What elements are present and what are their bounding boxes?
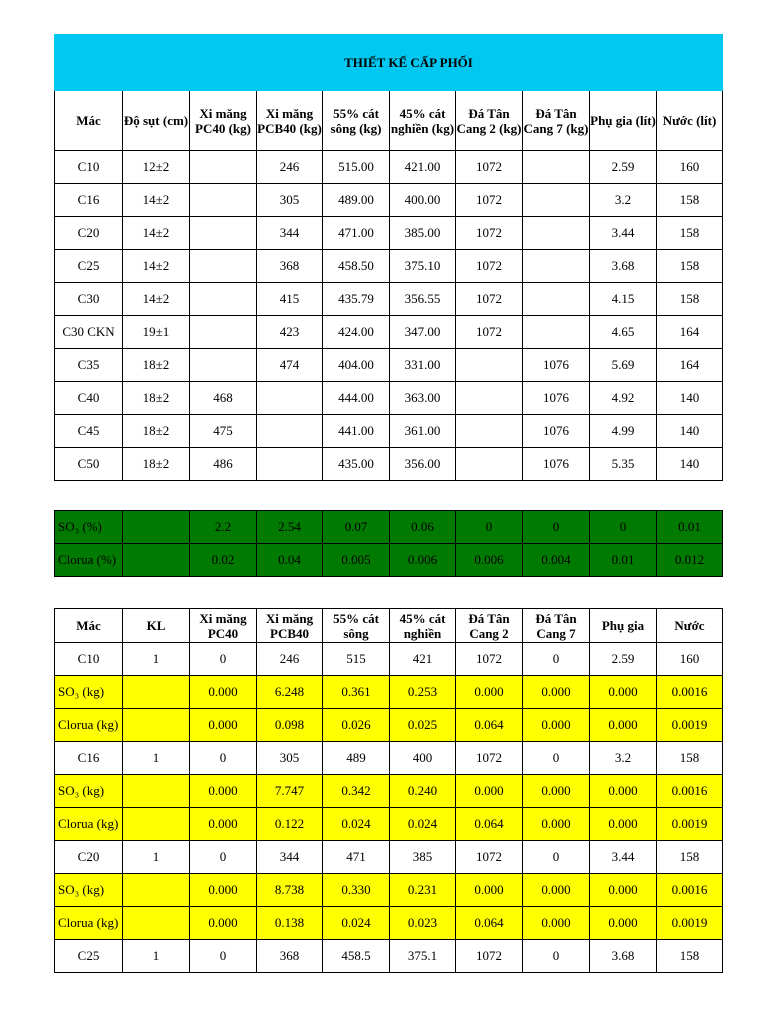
- table-cell: C20: [55, 841, 123, 874]
- table-cell: 0: [456, 511, 523, 544]
- table-cell: C25: [55, 250, 123, 283]
- table-cell: 404.00: [323, 349, 390, 382]
- table-cell: 8.738: [257, 874, 323, 907]
- table-row: [55, 511, 723, 544]
- column-header: 55% cát sông: [323, 609, 390, 643]
- table-cell: 1: [123, 841, 190, 874]
- table-cell: 0.342: [323, 775, 390, 808]
- content-rates-body: [55, 511, 723, 577]
- table-cell: 0.023: [390, 907, 456, 940]
- table-cell: 1: [123, 940, 190, 973]
- table-cell: 0.098: [257, 709, 323, 742]
- table-cell: 160: [657, 643, 723, 676]
- row-label: SO₃ (kg): [55, 874, 123, 907]
- table-cell: 423: [257, 316, 323, 349]
- column-header: Đá Tân Cang 2: [456, 609, 523, 643]
- table-cell: 344: [257, 841, 323, 874]
- table-cell: 3.68: [590, 940, 657, 973]
- table-cell: 2.2: [190, 511, 257, 544]
- table-cell: [523, 316, 590, 349]
- table-cell: 468: [190, 382, 257, 415]
- table-cell: 0.005: [323, 544, 390, 577]
- table-cell: [123, 676, 190, 709]
- table-cell: 0.361: [323, 676, 390, 709]
- column-header: Mác: [55, 91, 123, 151]
- table-cell: 1076: [523, 448, 590, 481]
- table-cell: C20: [55, 217, 123, 250]
- mix-design-header-row: [55, 91, 723, 151]
- table-cell: 435.79: [323, 283, 390, 316]
- table-cell: 0.0019: [657, 709, 723, 742]
- table-cell: 12±2: [123, 151, 190, 184]
- table-cell: 0.024: [323, 808, 390, 841]
- table-cell: 7.747: [257, 775, 323, 808]
- table-row: [55, 676, 723, 709]
- table-cell: 1072: [456, 283, 523, 316]
- table-cell: 344: [257, 217, 323, 250]
- table-cell: [190, 217, 257, 250]
- table-cell: 421.00: [390, 151, 456, 184]
- table-cell: 0.000: [190, 808, 257, 841]
- table-row: [55, 349, 723, 382]
- table-cell: 0.253: [390, 676, 456, 709]
- table-cell: 158: [657, 283, 723, 316]
- row-label: Clorua (kg): [55, 907, 123, 940]
- table-cell: 5.69: [590, 349, 657, 382]
- table-cell: [456, 382, 523, 415]
- table-cell: [523, 250, 590, 283]
- table-cell: 1072: [456, 217, 523, 250]
- column-header: Phụ gia (lít): [590, 91, 657, 151]
- table-row: [55, 544, 723, 577]
- table-cell: 368: [257, 250, 323, 283]
- table-cell: 1072: [456, 184, 523, 217]
- column-header: Đá Tân Cang 7 (kg): [523, 91, 590, 151]
- table-cell: 3.2: [590, 742, 657, 775]
- table-cell: C45: [55, 415, 123, 448]
- table-cell: 375.10: [390, 250, 456, 283]
- table-cell: 158: [657, 184, 723, 217]
- table-cell: 0: [523, 940, 590, 973]
- column-header: Nước (lít): [657, 91, 723, 151]
- table-cell: 0.000: [523, 874, 590, 907]
- table-cell: 14±2: [123, 184, 190, 217]
- table-cell: 0.026: [323, 709, 390, 742]
- table-row: [55, 841, 723, 874]
- table-cell: 4.65: [590, 316, 657, 349]
- table-cell: 363.00: [390, 382, 456, 415]
- table-cell: 458.5: [323, 940, 390, 973]
- table-cell: 1076: [523, 415, 590, 448]
- column-header: Phụ gia: [590, 609, 657, 643]
- table-cell: 1072: [456, 316, 523, 349]
- table-cell: C35: [55, 349, 123, 382]
- row-label: Clorua (kg): [55, 709, 123, 742]
- table-cell: 0.000: [523, 775, 590, 808]
- column-header: Độ sụt (cm): [123, 91, 190, 151]
- table-cell: 1072: [456, 742, 523, 775]
- table-cell: 164: [657, 316, 723, 349]
- table-cell: 0.122: [257, 808, 323, 841]
- table-row: [55, 250, 723, 283]
- table-cell: 2.59: [590, 151, 657, 184]
- table-cell: 444.00: [323, 382, 390, 415]
- table-row: [55, 742, 723, 775]
- table-cell: 158: [657, 742, 723, 775]
- table-cell: 0.064: [456, 709, 523, 742]
- table-cell: [523, 184, 590, 217]
- table-row: [55, 283, 723, 316]
- table-cell: 1072: [456, 151, 523, 184]
- table-cell: 421: [390, 643, 456, 676]
- table-cell: 0: [190, 841, 257, 874]
- column-header: Mác: [55, 609, 123, 643]
- table-cell: 2.59: [590, 643, 657, 676]
- row-label: SO₃ (kg): [55, 676, 123, 709]
- table-cell: 0: [523, 511, 590, 544]
- table-cell: 375.1: [390, 940, 456, 973]
- table-cell: 140: [657, 448, 723, 481]
- table-cell: 4.99: [590, 415, 657, 448]
- table-cell: [123, 544, 190, 577]
- column-header: 55% cát sông (kg): [323, 91, 390, 151]
- table-row: [55, 775, 723, 808]
- row-label: SO₃ (kg): [55, 775, 123, 808]
- table-cell: 1076: [523, 349, 590, 382]
- table-row: [55, 151, 723, 184]
- table-cell: 1: [123, 742, 190, 775]
- table-cell: 158: [657, 217, 723, 250]
- table-cell: 0.000: [590, 808, 657, 841]
- mass-calc-body: [55, 643, 723, 973]
- table-cell: 400.00: [390, 184, 456, 217]
- table-cell: [190, 250, 257, 283]
- table-cell: 0.000: [456, 874, 523, 907]
- column-header: Nước: [657, 609, 723, 643]
- table-cell: C10: [55, 643, 123, 676]
- table-cell: 0.330: [323, 874, 390, 907]
- table-row: [55, 907, 723, 940]
- table-row: [55, 874, 723, 907]
- table-cell: C25: [55, 940, 123, 973]
- row-label: Clorua (kg): [55, 808, 123, 841]
- table-cell: 3.2: [590, 184, 657, 217]
- table-cell: 0.024: [323, 907, 390, 940]
- table-cell: 19±1: [123, 316, 190, 349]
- table-cell: 2.54: [257, 511, 323, 544]
- table-cell: 331.00: [390, 349, 456, 382]
- table-cell: 6.248: [257, 676, 323, 709]
- table-cell: 0.000: [590, 907, 657, 940]
- table-cell: [123, 874, 190, 907]
- table-cell: [257, 415, 323, 448]
- table-row: [55, 415, 723, 448]
- table-cell: 0.000: [190, 709, 257, 742]
- table-cell: 0.000: [456, 676, 523, 709]
- table-cell: 246: [257, 151, 323, 184]
- table-cell: 415: [257, 283, 323, 316]
- table-row: [55, 940, 723, 973]
- table-cell: 158: [657, 940, 723, 973]
- table-cell: 0.000: [590, 709, 657, 742]
- table-cell: [123, 775, 190, 808]
- table-cell: C30: [55, 283, 123, 316]
- table-cell: 0.231: [390, 874, 456, 907]
- table-cell: 0: [523, 742, 590, 775]
- mix-design-body: [55, 151, 723, 481]
- table-cell: [190, 283, 257, 316]
- table-cell: C16: [55, 742, 123, 775]
- table-cell: 0.000: [190, 874, 257, 907]
- table-cell: 0.000: [523, 907, 590, 940]
- table-cell: 0.000: [523, 676, 590, 709]
- table-cell: C30 CKN: [55, 316, 123, 349]
- table-cell: 0.000: [190, 775, 257, 808]
- table-cell: 158: [657, 841, 723, 874]
- table-cell: 3.68: [590, 250, 657, 283]
- table-cell: [190, 184, 257, 217]
- table-cell: 4.15: [590, 283, 657, 316]
- table-cell: 0.0016: [657, 874, 723, 907]
- table-cell: [123, 907, 190, 940]
- table-cell: 486: [190, 448, 257, 481]
- column-header: Xi măng PCB40 (kg): [257, 91, 323, 151]
- row-label: SO₃ (%): [55, 511, 123, 544]
- table-cell: 435.00: [323, 448, 390, 481]
- table-cell: 474: [257, 349, 323, 382]
- table-cell: 0.025: [390, 709, 456, 742]
- table-cell: 489.00: [323, 184, 390, 217]
- row-label: Clorua (%): [55, 544, 123, 577]
- table-cell: [257, 448, 323, 481]
- table-cell: 0.064: [456, 808, 523, 841]
- table-cell: 18±2: [123, 349, 190, 382]
- table-cell: 0.000: [523, 808, 590, 841]
- column-header: 45% cát nghiền: [390, 609, 456, 643]
- column-header: Xi măng PC40 (kg): [190, 91, 257, 151]
- table-cell: 0.04: [257, 544, 323, 577]
- table-cell: 1072: [456, 940, 523, 973]
- table-cell: 0.000: [590, 676, 657, 709]
- table-row: [55, 448, 723, 481]
- table-cell: 0: [190, 643, 257, 676]
- table-cell: 471: [323, 841, 390, 874]
- table-row: [55, 184, 723, 217]
- table-cell: [257, 382, 323, 415]
- table-row: [55, 382, 723, 415]
- mix-design-table: [54, 34, 723, 481]
- table-cell: 4.92: [590, 382, 657, 415]
- table-cell: 1072: [456, 643, 523, 676]
- table-cell: 0.0016: [657, 775, 723, 808]
- table-cell: [123, 808, 190, 841]
- table-cell: 0.138: [257, 907, 323, 940]
- table-cell: 0.000: [190, 907, 257, 940]
- table-cell: 0.0019: [657, 907, 723, 940]
- table-cell: 0.240: [390, 775, 456, 808]
- table-cell: 441.00: [323, 415, 390, 448]
- table-cell: 347.00: [390, 316, 456, 349]
- table-cell: [523, 151, 590, 184]
- table-cell: 18±2: [123, 448, 190, 481]
- table-cell: [190, 316, 257, 349]
- table-cell: 368: [257, 940, 323, 973]
- table-cell: 18±2: [123, 415, 190, 448]
- table-cell: 0.02: [190, 544, 257, 577]
- table-cell: 140: [657, 382, 723, 415]
- table-cell: [190, 349, 257, 382]
- column-header: Xi măng PC40: [190, 609, 257, 643]
- table-cell: [456, 349, 523, 382]
- table-cell: 0.004: [523, 544, 590, 577]
- table-cell: 400: [390, 742, 456, 775]
- table-cell: [456, 415, 523, 448]
- table-cell: 385: [390, 841, 456, 874]
- table-cell: 14±2: [123, 250, 190, 283]
- mix-design-title: THIẾT KẾ CẤP PHỐI: [55, 35, 723, 91]
- mass-calc-header-row: [55, 609, 723, 643]
- table-cell: 1: [123, 643, 190, 676]
- table-cell: 356.55: [390, 283, 456, 316]
- table-cell: 356.00: [390, 448, 456, 481]
- table-cell: 0.064: [456, 907, 523, 940]
- table-cell: [123, 511, 190, 544]
- table-cell: 0: [523, 841, 590, 874]
- table-cell: 1072: [456, 250, 523, 283]
- table-cell: 0.0016: [657, 676, 723, 709]
- table-cell: 515: [323, 643, 390, 676]
- column-header: KL: [123, 609, 190, 643]
- table-cell: C10: [55, 151, 123, 184]
- table-cell: 361.00: [390, 415, 456, 448]
- table-cell: 0.000: [190, 676, 257, 709]
- table-cell: 1076: [523, 382, 590, 415]
- column-header: 45% cát nghiền (kg): [390, 91, 456, 151]
- table-cell: 18±2: [123, 382, 190, 415]
- table-cell: 0: [523, 643, 590, 676]
- table-cell: 0.024: [390, 808, 456, 841]
- table-cell: 0.000: [590, 874, 657, 907]
- table-cell: 3.44: [590, 841, 657, 874]
- table-cell: 0.000: [590, 775, 657, 808]
- table-cell: 0.07: [323, 511, 390, 544]
- table-cell: 0.01: [590, 544, 657, 577]
- content-rates-table: [54, 510, 723, 577]
- table-cell: [523, 283, 590, 316]
- table-row: [55, 643, 723, 676]
- table-cell: 164: [657, 349, 723, 382]
- table-cell: 515.00: [323, 151, 390, 184]
- table-cell: 0: [190, 940, 257, 973]
- table-cell: 0: [190, 742, 257, 775]
- table-cell: 0.006: [456, 544, 523, 577]
- table-cell: 246: [257, 643, 323, 676]
- table-cell: 158: [657, 250, 723, 283]
- table-cell: 305: [257, 742, 323, 775]
- table-row: [55, 217, 723, 250]
- table-cell: 5.35: [590, 448, 657, 481]
- table-cell: C50: [55, 448, 123, 481]
- table-row: [55, 316, 723, 349]
- column-header: Đá Tân Cang 7: [523, 609, 590, 643]
- column-header: Đá Tân Cang 2 (kg): [456, 91, 523, 151]
- table-cell: C40: [55, 382, 123, 415]
- table-cell: 1072: [456, 841, 523, 874]
- table-cell: 0.000: [456, 775, 523, 808]
- table-cell: 0.06: [390, 511, 456, 544]
- table-cell: 471.00: [323, 217, 390, 250]
- table-cell: [456, 448, 523, 481]
- table-cell: 14±2: [123, 217, 190, 250]
- table-cell: [190, 151, 257, 184]
- mass-calc-table: [54, 608, 723, 973]
- table-cell: 3.44: [590, 217, 657, 250]
- table-cell: 424.00: [323, 316, 390, 349]
- table-row: [55, 709, 723, 742]
- table-cell: 14±2: [123, 283, 190, 316]
- table-cell: [523, 217, 590, 250]
- table-cell: 140: [657, 415, 723, 448]
- table-cell: [123, 709, 190, 742]
- table-cell: 385.00: [390, 217, 456, 250]
- column-header: Xi măng PCB40: [257, 609, 323, 643]
- table-cell: 160: [657, 151, 723, 184]
- table-cell: 475: [190, 415, 257, 448]
- table-row: [55, 808, 723, 841]
- table-cell: 0: [590, 511, 657, 544]
- table-cell: 0.01: [657, 511, 723, 544]
- table-cell: 489: [323, 742, 390, 775]
- table-cell: 0.0019: [657, 808, 723, 841]
- table-cell: 305: [257, 184, 323, 217]
- table-cell: 0.006: [390, 544, 456, 577]
- table-cell: 0.000: [523, 709, 590, 742]
- table-cell: 0.012: [657, 544, 723, 577]
- table-cell: 458.50: [323, 250, 390, 283]
- table-cell: C16: [55, 184, 123, 217]
